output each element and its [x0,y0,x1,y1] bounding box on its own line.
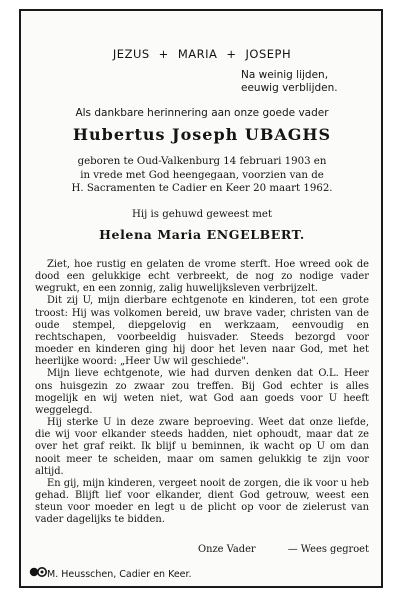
memorial-card [19,9,383,588]
married-text: Hij is gehuwd geweest met [131,209,273,220]
deceased-first-names: Hubertus Joseph [72,125,245,144]
spouse-first-names: Helena Maria [99,227,207,242]
prayer-line [35,544,369,556]
deceased-surname: UBAGHS [244,125,332,144]
motto [241,69,361,95]
intro-text: Als dankbare herinnering aan onze goede vader [75,107,329,119]
header-word-maria: MARIA [177,47,218,61]
bio-line-1: geboren te Oud-Valkenburg 14 februari 1903 en [77,156,327,167]
header-separator: + [158,47,169,61]
paragraph: Ziet, hoe rustig en gelaten de vrome sterft. Hoe wreed ook de dood een gelukkige echt verbreekt, de nog zo nodige vader wegrukt, en een zonnig, zalig huwelijksleven verbrijzelt. [35,259,369,295]
header-word-jezus: JEZUS [112,47,150,61]
spouse-surname: ENGELBERT. [206,227,305,242]
bio-line-2: in vrede met God heengegaan, voorzien van de [80,169,324,181]
motto-line-2: eeuwig verblijden. [241,82,338,94]
header-separator: + [226,47,237,61]
memorial-text [35,259,369,526]
spouse-name [35,227,369,242]
paragraph: Hij sterke U in deze zware beproeving. Weet dat onze liefde, die wij voor elkander steeds hadden, niet ophoudt, maar dat ze over het graf reikt. Ik blijf u beminnen, ik wacht op U om dan nooit meer te scheiden, maar om samen gelukkig te zijn voor altijd. [35,417,369,477]
bio-line-3: H. Sacramenten te Cadier en Keer 20 maart 1962. [71,183,333,194]
paragraph: Dit zij U, mijn dierbare echtgenote en kinderen, tot een grote troost: Hij was volkomen bereid, uw brave vader, christen van de oude stempel, diepgelovig en werkzaam, eenvoudig en rechtschapen, voorbeeldig huisvader. Steeds bezorgd voor moeder en kinderen ging hij door het leven naar God, met het heerlijke woord: „Heer Uw wil geschiede". [35,295,369,368]
prayer-hail-mary: — Wees gegroet [287,544,369,555]
header-word-joseph: JOSEPH [245,47,292,61]
printer-logo-icon [29,565,47,579]
printer-credit: M. Heusschen, Cadier en Keer. [47,569,192,580]
paragraph: En gij, mijn kinderen, vergeet nooit de zorgen, die ik voor u heb gehad. Blijft lief voor elkander, dient God getrouw, weest een steun voor moeder en legt u de plicht op voor de zielerust van vader dagelijks te bidden. [35,477,369,526]
prayer-our-father: Onze Vader [198,544,256,555]
deceased-bio [35,155,369,196]
paragraph: Mijn lieve echtgenote, wie had durven denken dat O.L. Heer ons huisgezin zo zwaar zou treffen. Bij God echter is alles mogelijk en wij weten niet, wat God aan goeds voor U heeft weggelegd. [35,368,369,416]
card-content [35,11,369,586]
motto-line-1: Na weinig lijden, [241,69,329,81]
deceased-name [35,125,369,144]
holy-names-header [35,47,369,61]
